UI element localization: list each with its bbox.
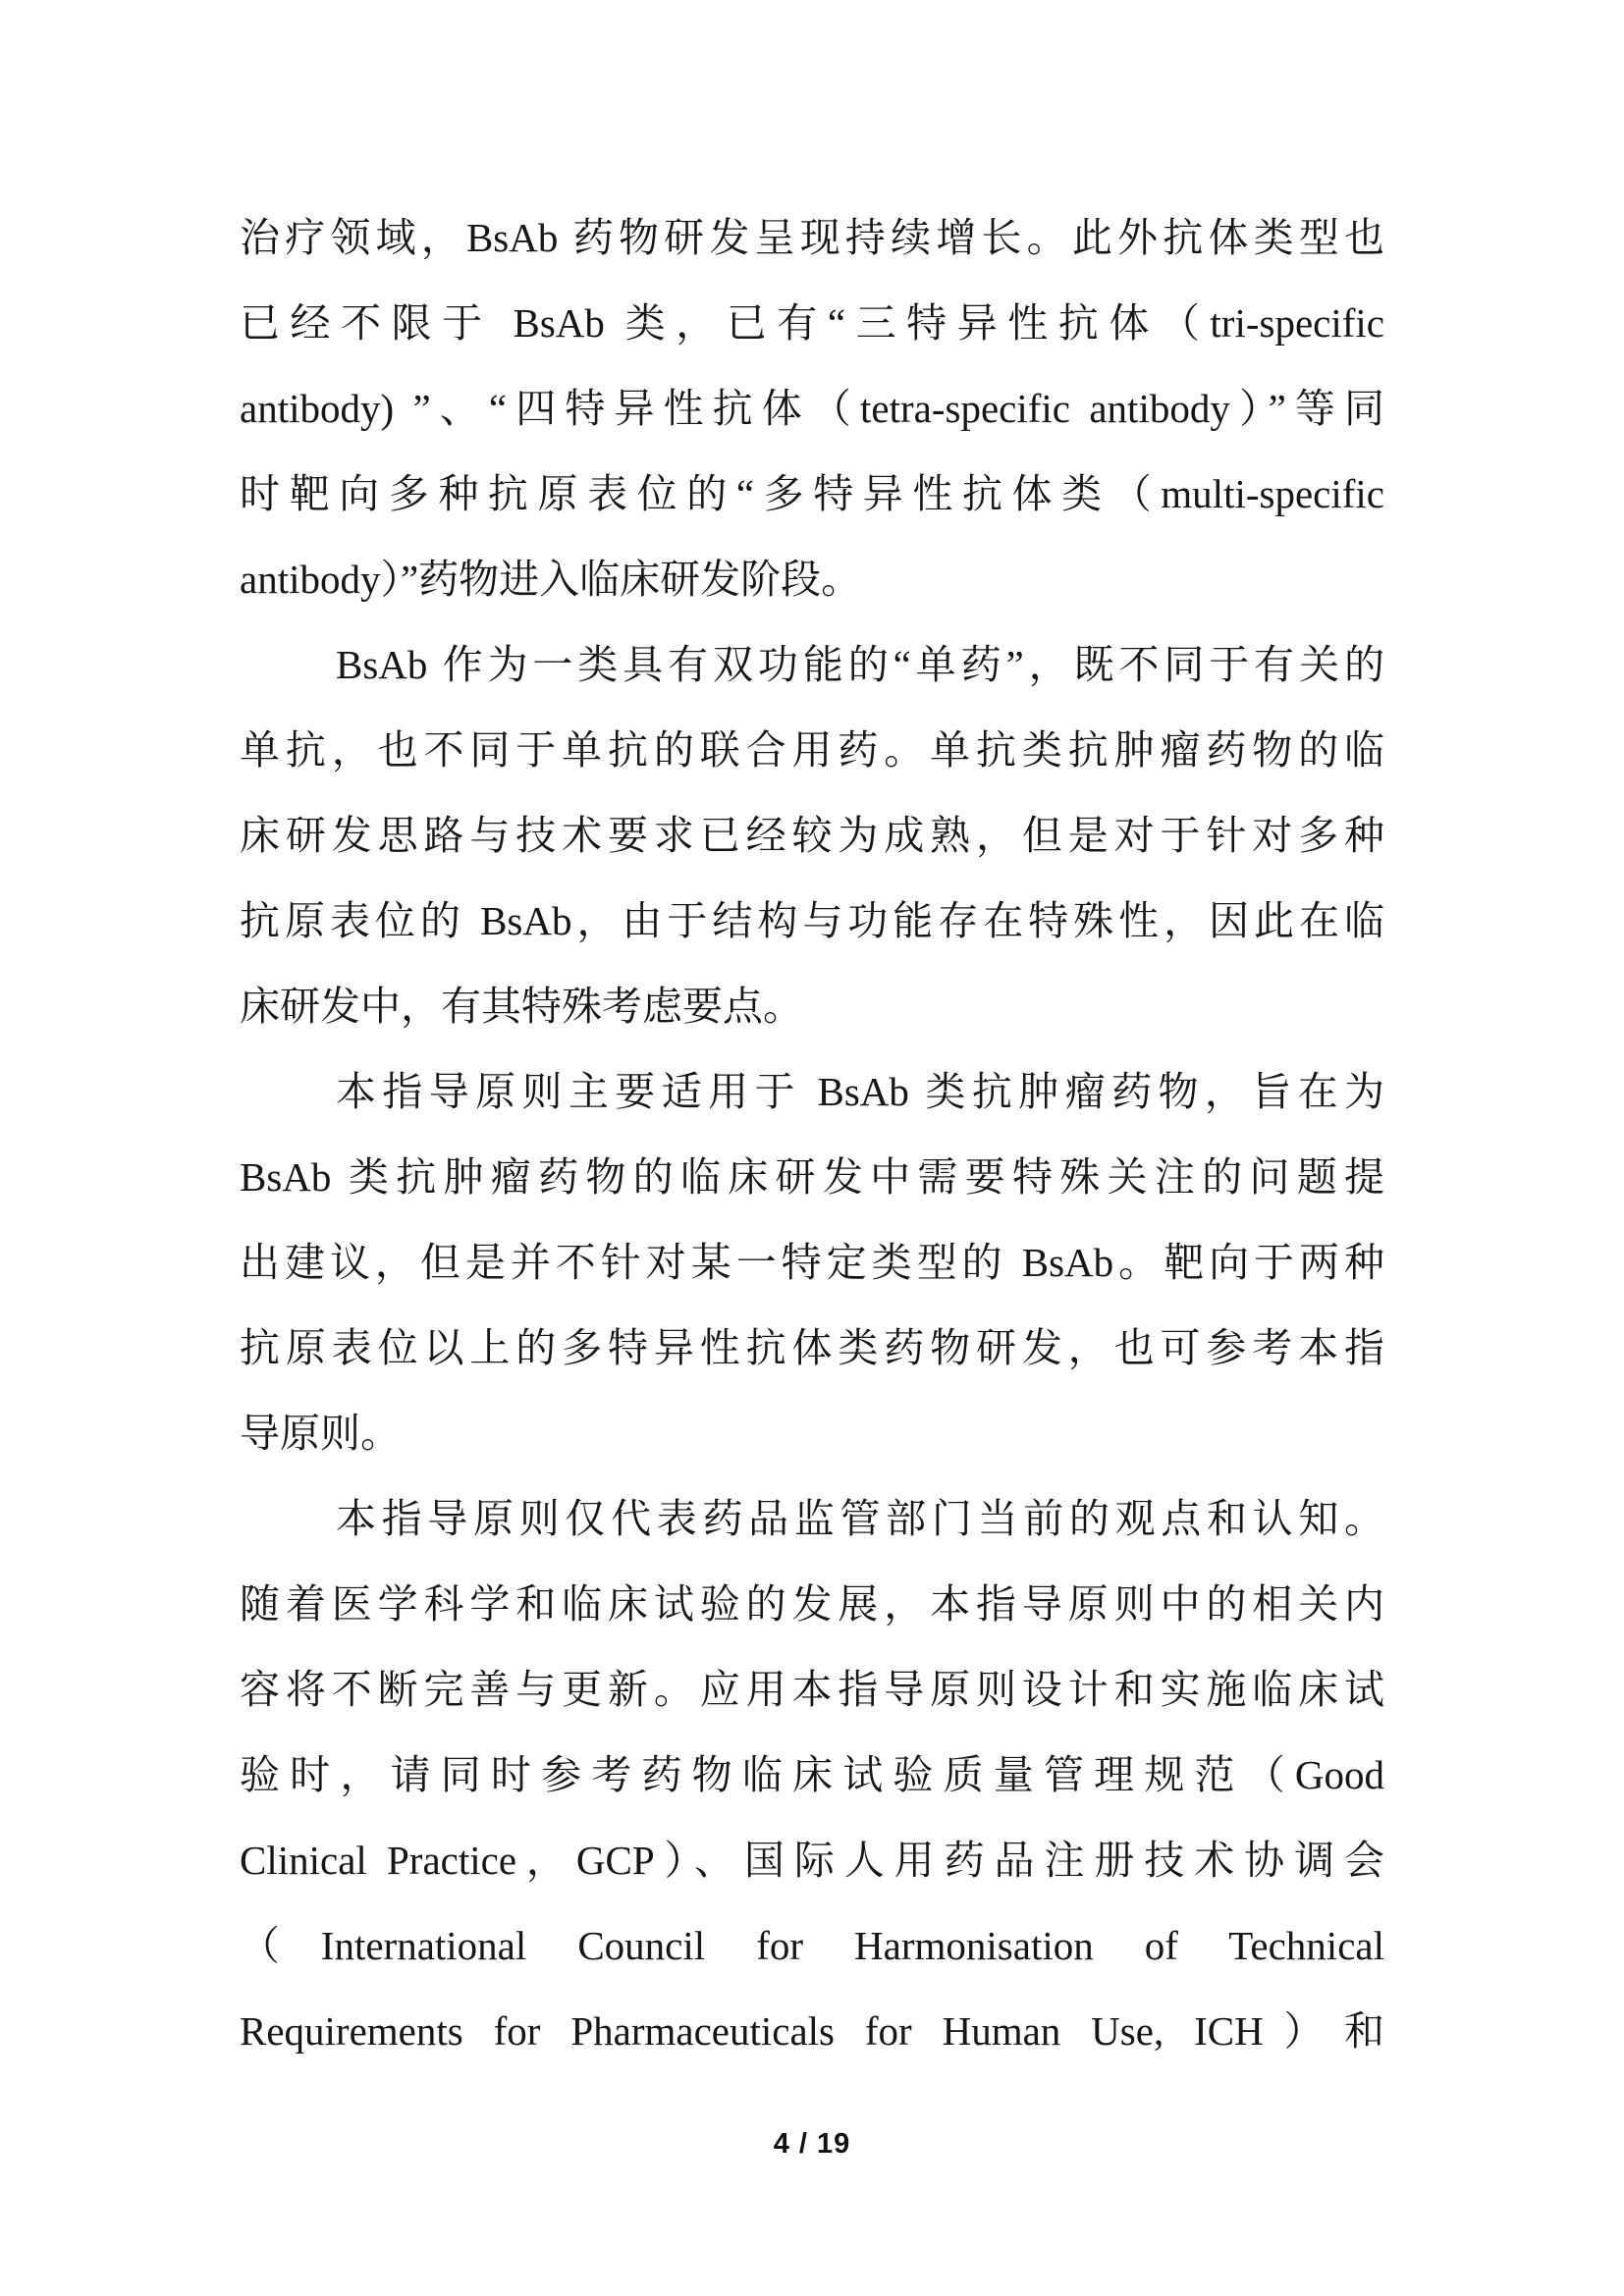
text-line: 本指导原则仅代表药品监管部门当前的观点和认知。 — [336, 1496, 1384, 1541]
text-line: 床研发中，有其特殊考虑要点。 — [240, 984, 803, 1029]
text-line: Requirements for Pharmaceuticals for Human Use, ICH）和 — [240, 2008, 1384, 2054]
text-line: antibody) ”、“四特异性抗体（tetra-specific antibody）”等同 — [240, 386, 1384, 431]
page-footer — [0, 2128, 1624, 2161]
text-line: 治疗领域，BsAb 药物研发呈现持续增长。此外抗体类型也 — [240, 215, 1384, 260]
text-line: 本指导原则主要适用于 BsAb 类抗肿瘤药物，旨在为 — [336, 1069, 1384, 1114]
text-block — [240, 195, 1384, 2074]
text-line: 容将不断完善与更新。应用本指导原则设计和实施临床试 — [240, 1667, 1384, 1712]
text-line: BsAb 类抗肿瘤药物的临床研发中需要特殊关注的问题提 — [240, 1154, 1384, 1200]
text-line: 时靶向多种抗原表位的“多特异性抗体类（multi-specific — [240, 471, 1384, 516]
text-line: 单抗，也不同于单抗的联合用药。单抗类抗肿瘤药物的临 — [240, 727, 1384, 773]
text-line: Clinical Practice，GCP）、国际人用药品注册技术协调会 — [240, 1838, 1384, 1883]
text-line: 随着医学科学和临床试验的发展，本指导原则中的相关内 — [240, 1581, 1384, 1627]
text-line: 导原则。 — [240, 1411, 401, 1456]
text-line: antibody）”药物进入临床研发阶段。 — [240, 557, 862, 602]
text-line: 验时，请同时参考药物临床试验质量管理规范（Good — [240, 1752, 1384, 1797]
text-line: 抗原表位以上的多特异性抗体类药物研发，也可参考本指 — [240, 1325, 1384, 1370]
page-number: 4 / 19 — [773, 2128, 851, 2160]
text-line: BsAb 作为一类具有双功能的“单药”，既不同于有关的 — [336, 642, 1384, 687]
text-line: 已经不限于 BsAb 类，已有“三特异性抗体（tri-specific — [240, 300, 1384, 346]
text-line: 床研发思路与技术要求已经较为成熟，但是对于针对多种 — [240, 813, 1384, 858]
text-line: 抗原表位的 BsAb，由于结构与功能存在特殊性，因此在临 — [240, 898, 1384, 943]
text-line: 出建议，但是并不针对某一特定类型的 BsAb。靶向于两种 — [240, 1240, 1384, 1285]
text-line: （International Council for Harmonisation of Technical — [240, 1923, 1384, 1968]
